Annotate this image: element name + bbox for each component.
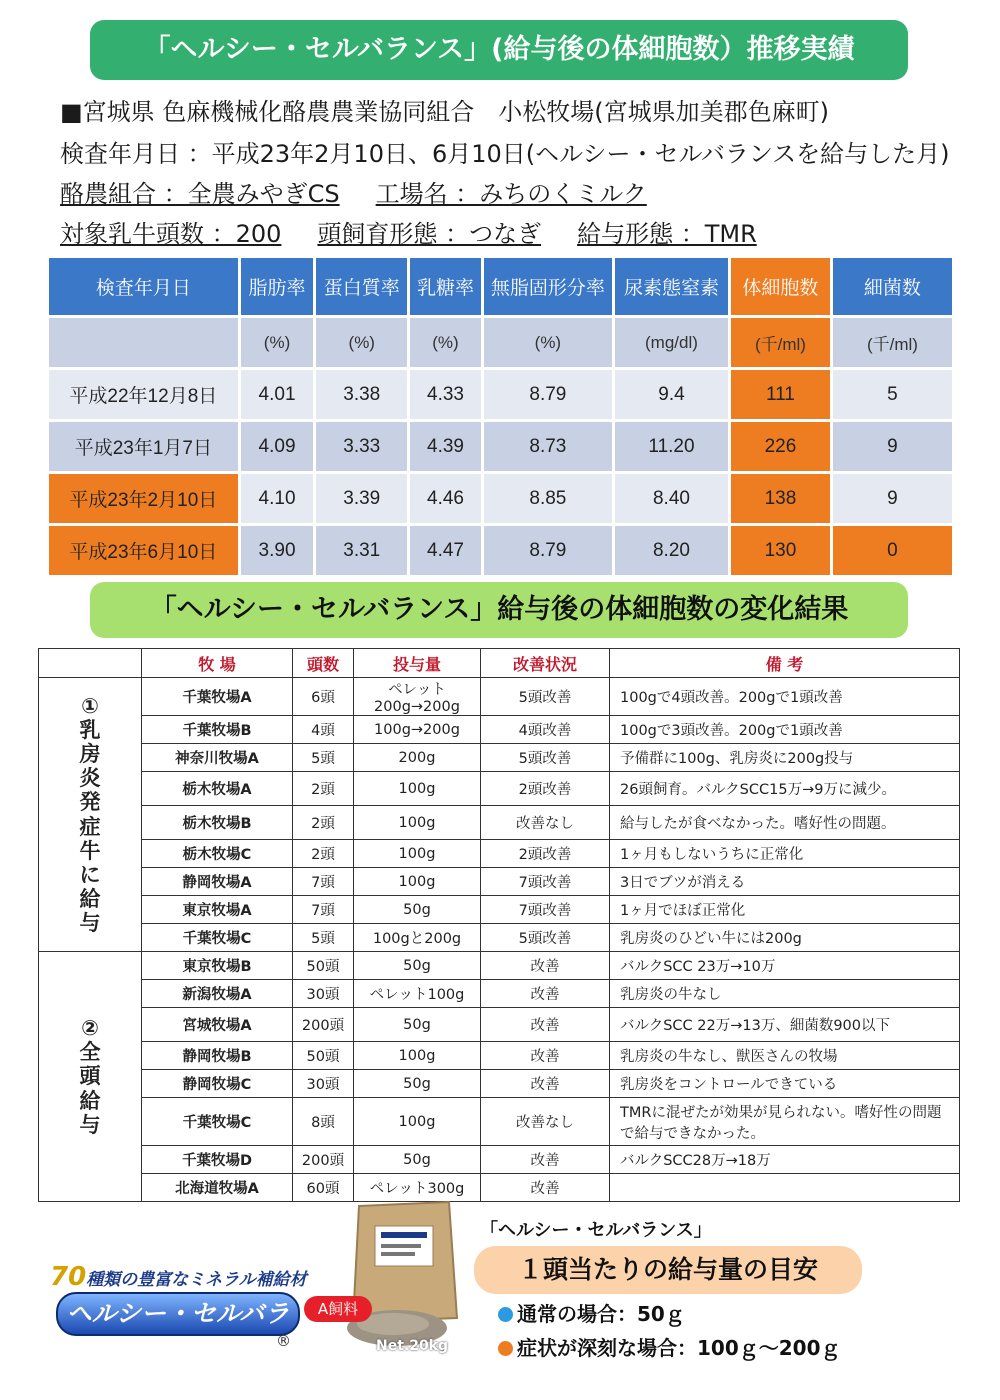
head-count-cell: 2頭 (293, 806, 354, 840)
table-row (39, 772, 960, 806)
table-row (39, 744, 960, 772)
blue-dot-icon (498, 1307, 513, 1322)
unit-cell: (%) (410, 318, 481, 367)
group-label-mastitis (39, 678, 142, 952)
header-cell: 検査年月日 (49, 258, 238, 315)
dosage-cell: 50g (354, 896, 481, 924)
head-count-cell: 8頭 (293, 1098, 354, 1146)
improvement-cell: 7頭改善 (481, 896, 610, 924)
date-cell: 平成23年1月7日 (49, 422, 238, 471)
table1-header-row (49, 258, 952, 315)
guide-severe-text: 症状が深刻な場合：100ｇ～200ｇ (517, 1336, 841, 1360)
farm-name-cell: 北海道牧場A (142, 1174, 293, 1202)
cattle-count-text: 対象乳牛頭数 ：200 (60, 220, 282, 248)
head-count-cell: 5頭 (293, 744, 354, 772)
header-cell: 牧 場 (142, 649, 293, 678)
head-count-cell: 30頭 (293, 1070, 354, 1098)
dosage-cell: 100g→200g (354, 716, 481, 744)
improvement-cell: 改善なし (481, 1098, 610, 1146)
net-weight-label: Net.20kg (376, 1338, 449, 1354)
tagline-text: 種類の豊富なミネラル補給材 (86, 1270, 307, 1290)
guide-title: １頭当たりの給与量の目安 (474, 1246, 862, 1294)
top-title-banner: 「ヘルシー・セルバランス」(給与後の体細胞数）推移実績 (90, 20, 908, 80)
table1-units-row (49, 318, 952, 367)
remarks-cell: 給与したが食べなかった。嗜好性の問題。 (610, 806, 960, 840)
farm-name-cell: 栃木牧場B (142, 806, 293, 840)
head-count-cell: 60頭 (293, 1174, 354, 1202)
inspection-dates-line: 検査年月日 ：平成23年2月10日、6月10日(ヘルシー・セルバランスを給与した月) (60, 140, 950, 168)
value-cell: 8.85 (484, 474, 612, 523)
header-cell: 蛋白質率 (316, 258, 407, 315)
table-row (39, 1146, 960, 1174)
scc-cell: 226 (731, 422, 830, 471)
improvement-cell: 改善 (481, 1008, 610, 1042)
table-row (39, 678, 960, 716)
head-count-cell: 50頭 (293, 1042, 354, 1070)
feeding-text: 給与形態 ：TMR (577, 220, 757, 248)
dosage-cell: 200g (354, 744, 481, 772)
farm-name-cell: 東京牧場A (142, 896, 293, 924)
header-cell: 乳糖率 (410, 258, 481, 315)
table-row (39, 840, 960, 868)
farm-info-line: ■宮城県 色麻機械化酪農農業協同組合 小松牧場(宮城県加美郡色麻町) (60, 98, 830, 126)
registered-mark: ® (276, 1332, 291, 1350)
table-row (49, 474, 952, 523)
remarks-cell: 1ヶ月もしないうちに正常化 (610, 840, 960, 868)
improvement-cell: 7頭改善 (481, 868, 610, 896)
dosage-cell: 50g (354, 1008, 481, 1042)
header-cell: 無脂固形分率 (484, 258, 612, 315)
product-logo: ヘルシー・セルバランス (56, 1292, 300, 1336)
dosage-cell: 50g (354, 1146, 481, 1174)
value-cell: 3.90 (241, 526, 314, 575)
improvement-cell: 5頭改善 (481, 924, 610, 952)
value-cell: 3.38 (316, 370, 407, 419)
head-count-cell: 7頭 (293, 896, 354, 924)
dosage-cell: ペレット300g (354, 1174, 481, 1202)
table-row (49, 526, 952, 575)
head-count-cell: 5頭 (293, 924, 354, 952)
improvement-cell: 改善 (481, 1174, 610, 1202)
dosage-cell: ペレット200g→200g (354, 678, 481, 716)
scc-cell: 130 (731, 526, 830, 575)
table-row (39, 924, 960, 952)
value-cell: 4.10 (241, 474, 314, 523)
remarks-cell: 乳房炎の牛なし、獣医さんの牧場 (610, 1042, 960, 1070)
header-cell: 投与量 (354, 649, 481, 678)
head-count-cell: 30頭 (293, 980, 354, 1008)
dosage-cell: 100gと200g (354, 924, 481, 952)
value-cell: 4.33 (410, 370, 481, 419)
head-count-cell: 6頭 (293, 678, 354, 716)
remarks-cell: 乳房炎をコントロールできている (610, 1070, 960, 1098)
date-cell: 平成22年12月8日 (49, 370, 238, 419)
milk-test-table (46, 255, 955, 578)
remarks-cell: バルクSCC 23万→10万 (610, 952, 960, 980)
value-cell: 9.4 (615, 370, 728, 419)
value-cell: 4.39 (410, 422, 481, 471)
farm-name-cell: 栃木牧場C (142, 840, 293, 868)
remarks-cell: TMRに混ぜたが効果が見られない。嗜好性の問題で給与できなかった。 (610, 1098, 960, 1146)
head-count-cell: 2頭 (293, 772, 354, 806)
unit-cell: (千/ml) (731, 318, 830, 367)
value-cell: 8.79 (484, 526, 612, 575)
value-cell: 4.46 (410, 474, 481, 523)
header-cell: 改善状況 (481, 649, 610, 678)
table-row (39, 952, 960, 980)
head-count-cell: 7頭 (293, 868, 354, 896)
coop-text: 酪農組合 ：全農みやぎCS (60, 180, 340, 208)
tagline-number: 70 (50, 1262, 87, 1292)
results-title-banner: 「ヘルシー・セルバランス」給与後の体細胞数の変化結果 (90, 582, 908, 638)
unit-cell (49, 318, 238, 367)
dosage-cell: 100g (354, 840, 481, 868)
dosage-cell: 100g (354, 1098, 481, 1146)
dosage-cell: ペレット100g (354, 980, 481, 1008)
table-row (39, 806, 960, 840)
improvement-cell: 5頭改善 (481, 678, 610, 716)
value-cell: 9 (833, 422, 952, 471)
table-row (39, 1098, 960, 1146)
value-cell: 4.47 (410, 526, 481, 575)
head-count-cell: 2頭 (293, 840, 354, 868)
head-count-cell: 50頭 (293, 952, 354, 980)
improvement-cell: 改善 (481, 980, 610, 1008)
remarks-cell: 100gで4頭改善。200gで1頭改善 (610, 678, 960, 716)
farm-name-cell: 新潟牧場A (142, 980, 293, 1008)
value-cell: 4.01 (241, 370, 314, 419)
remarks-cell: 1ヶ月でほぼ正常化 (610, 896, 960, 924)
remarks-cell: 100gで3頭改善。200gで1頭改善 (610, 716, 960, 744)
farm-results-table (38, 648, 960, 1202)
guide-severe-line (498, 1332, 841, 1361)
value-cell: 8.20 (615, 526, 728, 575)
scc-cell: 111 (731, 370, 830, 419)
table-row (39, 716, 960, 744)
dosage-cell: 50g (354, 952, 481, 980)
remarks-cell: バルクSCC28万→18万 (610, 1146, 960, 1174)
farm-name-cell: 千葉牧場A (142, 678, 293, 716)
farm-name-cell: 千葉牧場B (142, 716, 293, 744)
improvement-cell: 5頭改善 (481, 744, 610, 772)
improvement-cell: 改善 (481, 1070, 610, 1098)
value-cell: 4.09 (241, 422, 314, 471)
table-row (39, 1008, 960, 1042)
table-row (39, 896, 960, 924)
head-count-cell: 4頭 (293, 716, 354, 744)
farm-name-cell: 千葉牧場D (142, 1146, 293, 1174)
product-tagline (50, 1262, 307, 1292)
improvement-cell: 改善 (481, 952, 610, 980)
remarks-cell: 乳房炎のひどい牛には200g (610, 924, 960, 952)
bacteria-cell-highlight: 0 (833, 526, 952, 575)
header-cell: 備 考 (610, 649, 960, 678)
date-cell-highlight: 平成23年6月10日 (49, 526, 238, 575)
guide-normal-text: 通常の場合：50ｇ (517, 1302, 685, 1326)
remarks-cell: バルクSCC 22万→13万、細菌数900以下 (610, 1008, 960, 1042)
remarks-cell (610, 1174, 960, 1202)
group-label-text: ②全頭給与 (79, 1016, 101, 1137)
dosage-cell: 100g (354, 1042, 481, 1070)
feed-class-badge: A飼料 (304, 1296, 372, 1322)
value-cell: 3.33 (316, 422, 407, 471)
unit-cell: (千/ml) (833, 318, 952, 367)
farm-name-cell: 静岡牧場B (142, 1042, 293, 1070)
unit-cell: (%) (316, 318, 407, 367)
table-row (39, 1174, 960, 1202)
farm-name-cell: 千葉牧場C (142, 924, 293, 952)
header-cell: 尿素態窒素 (615, 258, 728, 315)
unit-cell: (mg/dl) (615, 318, 728, 367)
dosage-cell: 100g (354, 868, 481, 896)
unit-cell: (%) (484, 318, 612, 367)
remarks-cell: 乳房炎の牛なし (610, 980, 960, 1008)
improvement-cell: 改善 (481, 1146, 610, 1174)
farm-name-cell: 宮城牧場A (142, 1008, 293, 1042)
value-cell: 8.40 (615, 474, 728, 523)
value-cell: 3.39 (316, 474, 407, 523)
value-cell: 5 (833, 370, 952, 419)
improvement-cell: 2頭改善 (481, 840, 610, 868)
improvement-cell: 2頭改善 (481, 772, 610, 806)
group-label-text: ①乳房炎発症牛に給与 (79, 693, 101, 936)
table-row (39, 1070, 960, 1098)
farm-name-cell: 栃木牧場A (142, 772, 293, 806)
coop-factory-line (60, 174, 647, 209)
dosage-cell: 100g (354, 806, 481, 840)
value-cell: 8.79 (484, 370, 612, 419)
header-cell: 頭数 (293, 649, 354, 678)
table-row (49, 422, 952, 471)
guide-normal-line (498, 1298, 685, 1327)
farm-name-cell: 千葉牧場C (142, 1098, 293, 1146)
farm-results-body (39, 678, 960, 1202)
improvement-cell: 改善 (481, 1042, 610, 1070)
value-cell: 11.20 (615, 422, 728, 471)
remarks-cell: 3日でブツが消える (610, 868, 960, 896)
value-cell: 9 (833, 474, 952, 523)
head-count-cell: 200頭 (293, 1008, 354, 1042)
unit-cell: (%) (241, 318, 314, 367)
remarks-cell: 26頭飼育。バルクSCC15万→9万に減少。 (610, 772, 960, 806)
header-cell: 細菌数 (833, 258, 952, 315)
farm-name-cell: 静岡牧場A (142, 868, 293, 896)
table-row (39, 868, 960, 896)
table2-header-row (39, 649, 960, 678)
date-cell-highlight: 平成23年2月10日 (49, 474, 238, 523)
housing-text: 頭飼育形態 ：つなぎ (317, 220, 542, 248)
group-header-cell (39, 649, 142, 678)
table-row (39, 1042, 960, 1070)
improvement-cell: 4頭改善 (481, 716, 610, 744)
farm-name-cell: 神奈川牧場A (142, 744, 293, 772)
dosage-cell: 100g (354, 772, 481, 806)
farm-name-cell: 東京牧場B (142, 952, 293, 980)
scc-cell: 138 (731, 474, 830, 523)
value-cell: 8.73 (484, 422, 612, 471)
feed-bag-image (345, 1198, 463, 1348)
orange-dot-icon (498, 1341, 513, 1356)
improvement-cell: 改善なし (481, 806, 610, 840)
header-cell-highlight: 体細胞数 (731, 258, 830, 315)
header-cell: 脂肪率 (241, 258, 314, 315)
table-row (39, 980, 960, 1008)
head-count-cell: 200頭 (293, 1146, 354, 1174)
table-row (49, 370, 952, 419)
farm-name-cell: 静岡牧場C (142, 1070, 293, 1098)
group-label-whole-herd (39, 952, 142, 1202)
value-cell: 3.31 (316, 526, 407, 575)
cattle-info-line (60, 214, 757, 249)
remarks-cell: 予備群に100g、乳房炎に200g投与 (610, 744, 960, 772)
dosage-cell: 50g (354, 1070, 481, 1098)
factory-text: 工場名 ：みちのくミルク (375, 180, 647, 208)
guide-caption: 「ヘルシー・セルバランス」 (480, 1220, 712, 1241)
